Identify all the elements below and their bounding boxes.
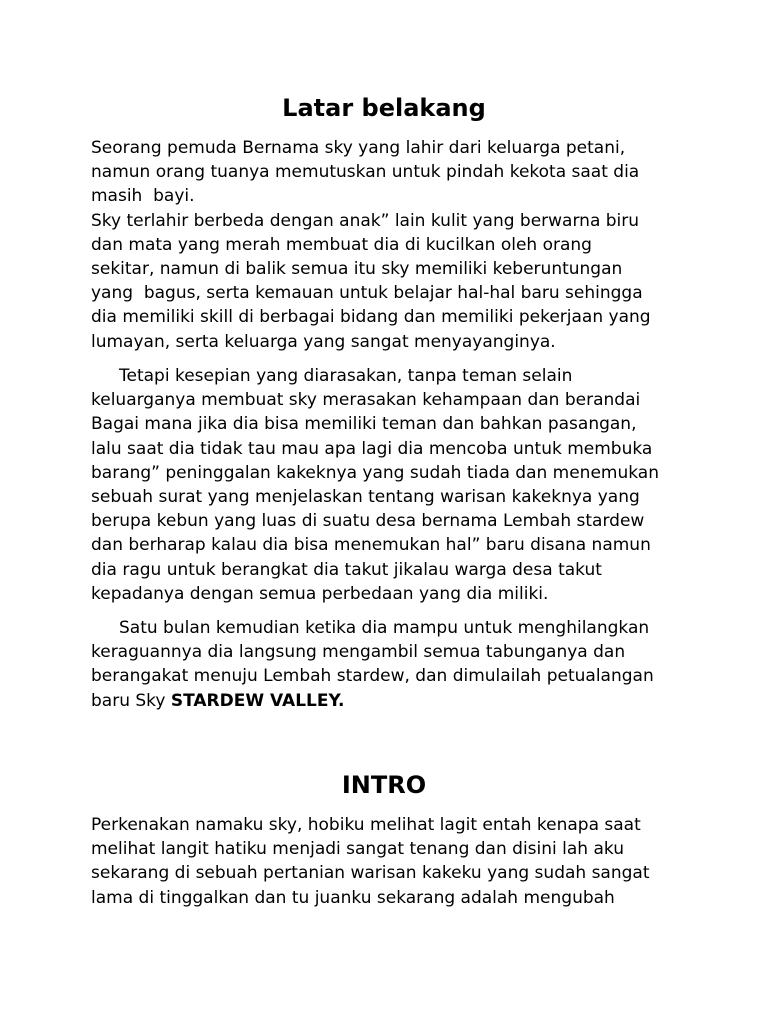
text-line: dan berharap kalau dia bisa menemukan hal” baru disana namun bbox=[91, 535, 651, 556]
stardew-valley-bold-text: STARDEW VALLEY. bbox=[170, 690, 345, 711]
text-line: Sky terlahir berbeda dengan anak” lain kulit yang berwarna biru bbox=[91, 210, 640, 231]
section-title-intro: INTRO bbox=[341, 771, 427, 799]
text-line: melihat langit hatiku menjadi sangat tenang dan disini lah aku bbox=[91, 839, 624, 860]
paragraph-intro-1 bbox=[91, 813, 691, 910]
text-line: sebuah surat yang menjelaskan tentang warisan kakeknya yang bbox=[91, 487, 640, 508]
text-line: sekitar, namun di balik semua itu sky memiliki keberuntungan bbox=[91, 259, 623, 280]
text-line bbox=[91, 689, 691, 713]
text-line: yang bagus, serta kemauan untuk belajar hal-hal baru sehingga bbox=[91, 283, 643, 304]
text-line: namun orang tuanya memutuskan untuk pindah kekota saat dia bbox=[91, 162, 640, 183]
paragraph-latar-belakang-3 bbox=[91, 616, 691, 713]
text-line: Satu bulan kemudian ketika dia mampu untuk menghilangkan bbox=[119, 618, 650, 638]
text-line: lama di tinggalkan dan tu juanku sekarang adalah mengubah bbox=[91, 887, 615, 908]
text-line: Tetapi kesepian yang diarasakan, tanpa teman selain bbox=[119, 366, 573, 386]
text-line: sekarang di sebuah pertanian warisan kakeku yang sudah sangat bbox=[91, 863, 650, 884]
text-line: barang” peninggalan kakeknya yang sudah tiada dan menemukan bbox=[91, 462, 659, 483]
text-line: keraguannya dia langsung mengambil semua tabunganya dan bbox=[91, 642, 626, 663]
text-line: dia memiliki skill di berbagai bidang dan memiliki pekerjaan yang bbox=[91, 307, 651, 328]
text-line: Perkenakan namaku sky, hobiku melihat lagit entah kenapa saat bbox=[91, 815, 641, 835]
text-line: Bagai mana jika dia bisa memiliki teman dan bahkan pasangan, bbox=[91, 414, 637, 435]
text-line: lumayan, serta keluarga yang sangat menyayanginya. bbox=[91, 331, 556, 352]
text-line: kepadanya dengan semua perbedaan yang dia miliki. bbox=[91, 583, 549, 604]
text-line: berupa kebun yang luas di suatu desa bernama Lembah stardew bbox=[91, 511, 645, 532]
paragraph-latar-belakang-2 bbox=[91, 364, 691, 606]
paragraph-latar-belakang-1 bbox=[91, 136, 691, 354]
section-title-latar-belakang: Latar belakang bbox=[282, 94, 486, 122]
text-line: dan mata yang merah membuat dia di kucilkan oleh orang bbox=[91, 234, 592, 255]
text-line: Seorang pemuda Bernama sky yang lahir dari keluarga petani, bbox=[91, 138, 626, 158]
text-line: keluarganya membuat sky merasakan kehampaan dan berandai bbox=[91, 390, 641, 411]
text-line: lalu saat dia tidak tau mau apa lagi dia mencoba untuk membuka bbox=[91, 438, 653, 459]
text-run: baru Sky bbox=[91, 690, 171, 711]
text-line: masih bayi. bbox=[91, 186, 195, 207]
text-line: dia ragu untuk berangkat dia takut jikalau warga desa takut bbox=[91, 559, 602, 580]
text-line: berangakat menuju Lembah stardew, dan dimulailah petualangan bbox=[91, 666, 654, 687]
